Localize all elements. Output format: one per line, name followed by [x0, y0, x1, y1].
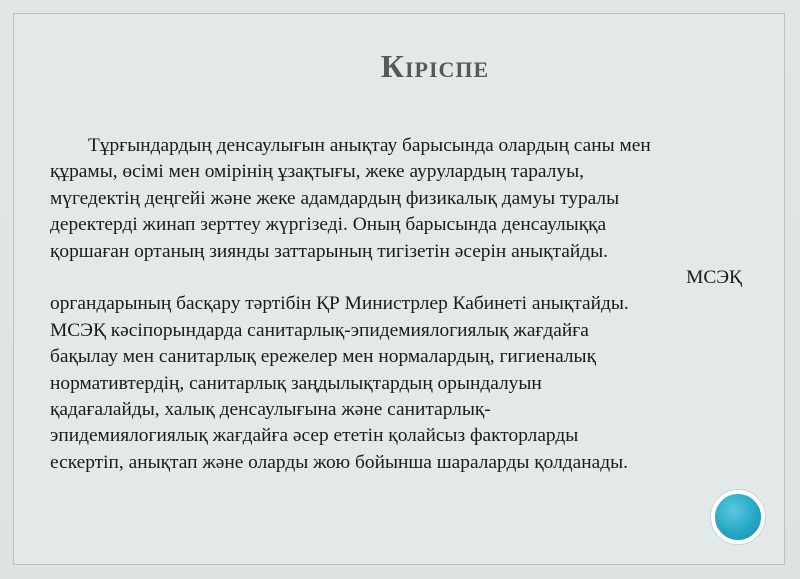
paragraph-line: МСЭҚ	[686, 267, 742, 289]
paragraph-line: қадағалайды, халық денсаулығына және санитарлық-	[50, 399, 491, 421]
paragraph-line: Тұрғындардың денсаулығын анықтау барысында олардың саны мен	[88, 135, 651, 156]
paragraph-line: МСЭҚ кәсіпорындарда санитарлық-эпидемиялогиялық жағдайға	[50, 319, 589, 341]
slide-body	[50, 133, 762, 476]
paragraph-line: нормативтердің, санитарлық заңдылықтардың орындалуын	[50, 372, 542, 394]
paragraph-line: мүгедектің деңгейі және жеке адамдардың физикалық дамуы туралы	[50, 187, 620, 209]
paragraph-line: деректерді жинап зерттеу жүргізеді. Оның барысында денсаулыққа	[50, 214, 607, 236]
paragraph-line: құрамы, өсімі мен омірінің ұзақтығы, жеке аурулардың таралуы,	[50, 161, 584, 183]
paragraph-line: ескертіп, анықтап және оларды жою бойынша шараларды қолданады.	[50, 451, 628, 473]
paragraph-line: органдарының басқару тәртібін ҚР Министрлер Кабинеті анықтайды.	[50, 293, 629, 315]
paragraph-line: бақылау мен санитарлық ережелер мен нормалардың, гигиеналық	[50, 346, 597, 368]
decorative-circle-icon	[711, 490, 765, 544]
paragraph-line: эпидемиялогиялық жағдайға әсер ететін қолайсыз факторларды	[50, 425, 579, 447]
paragraph-line: қоршаған ортаның зиянды заттарының тигізетін әсерін анықтайды.	[50, 240, 608, 262]
slide-title: Кіріспе	[380, 48, 490, 84]
